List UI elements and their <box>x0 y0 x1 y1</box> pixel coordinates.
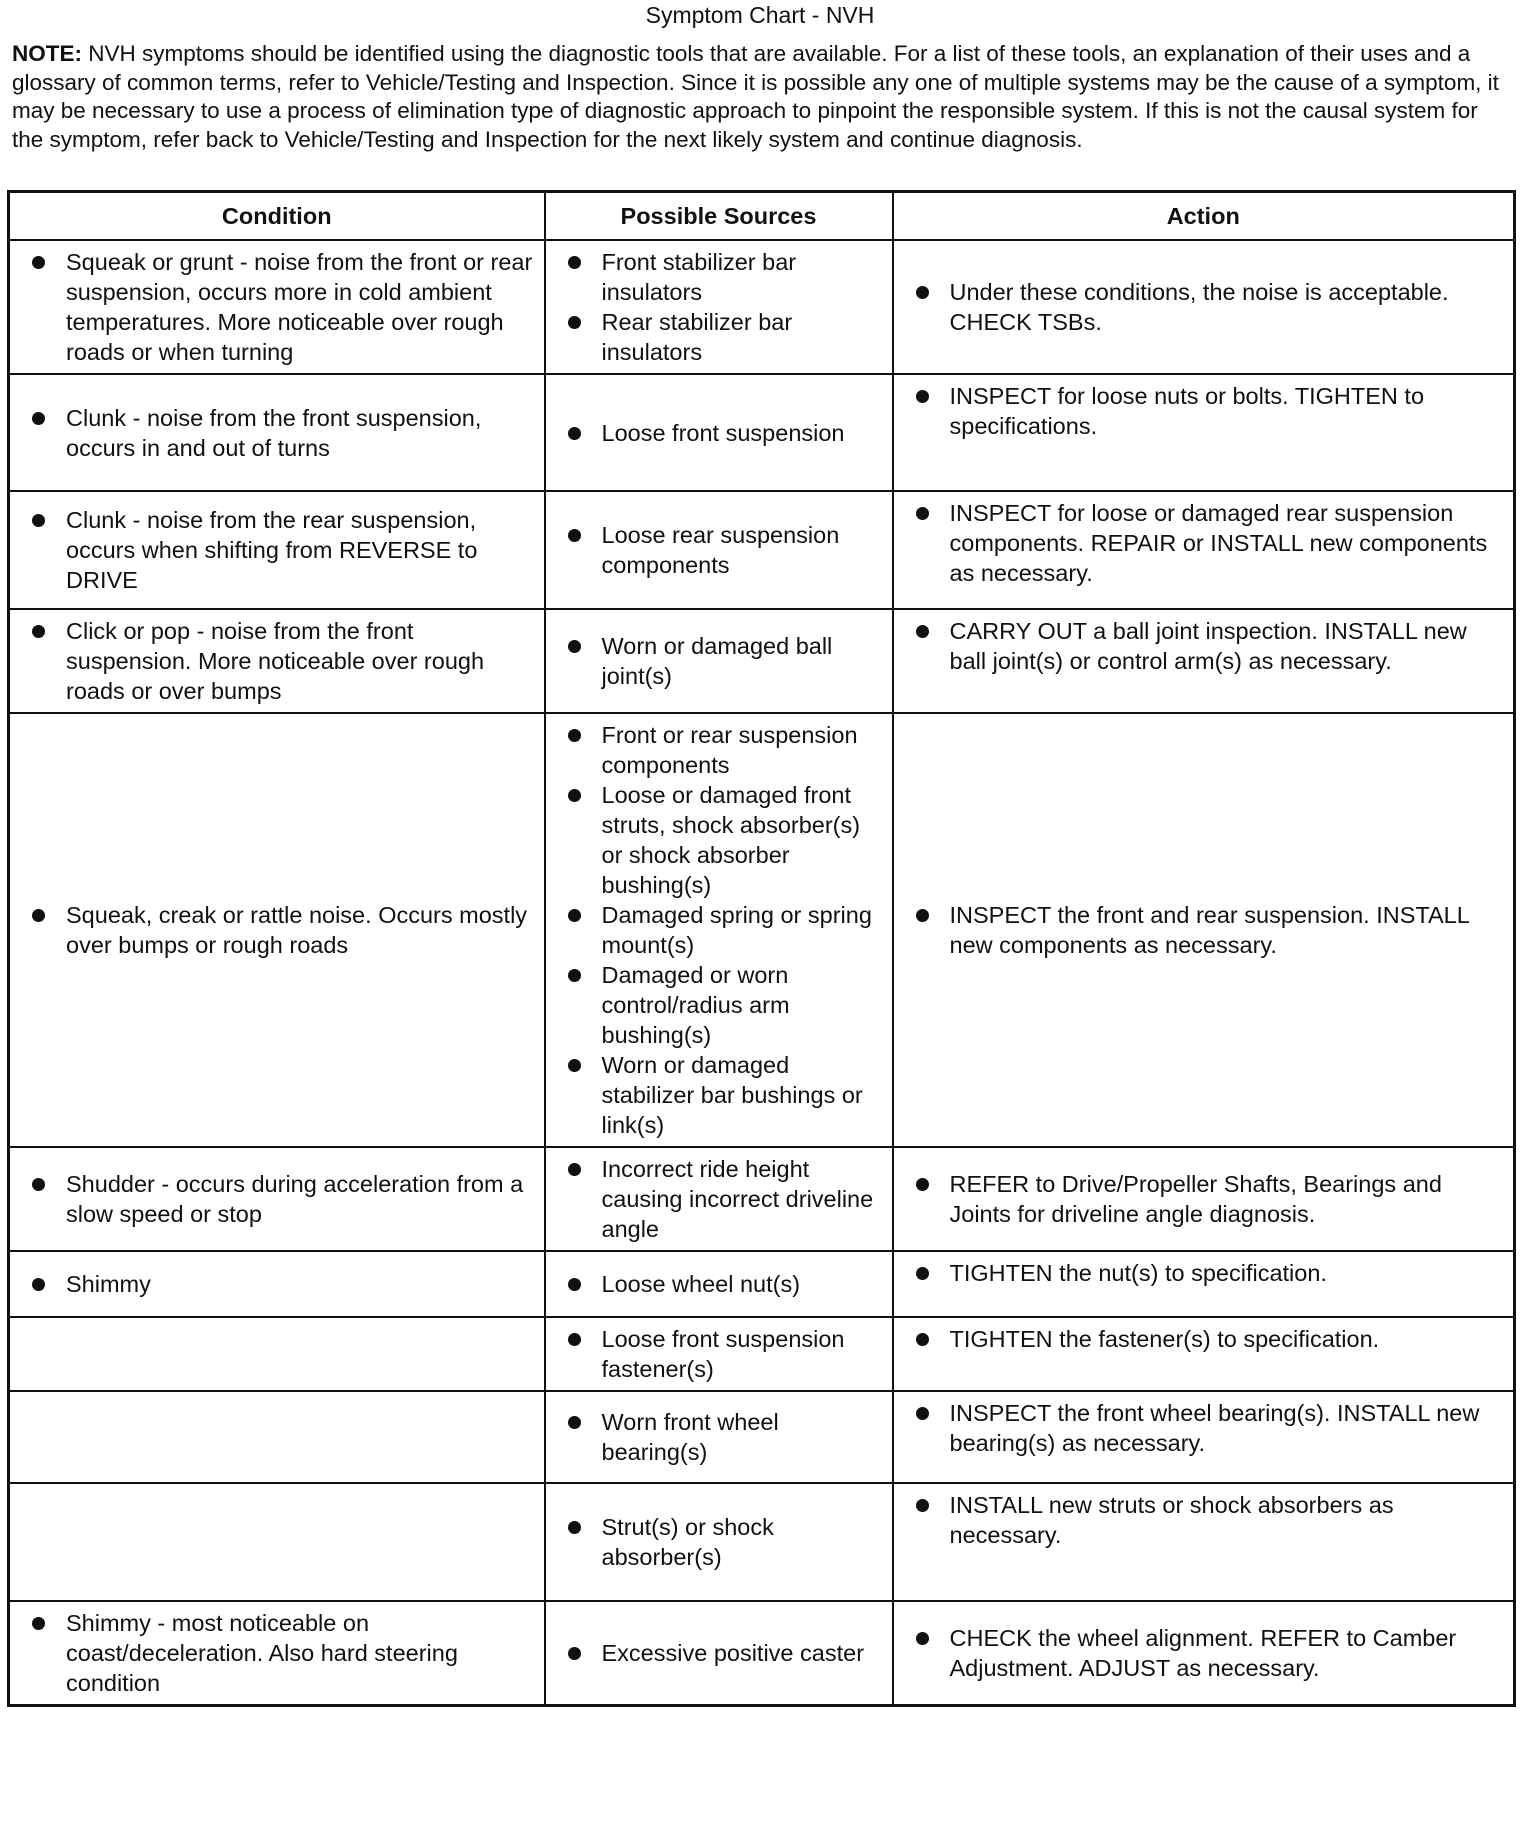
cell-text: Loose front suspension <box>601 419 845 446</box>
bullet-icon <box>916 1499 929 1512</box>
condition-cell <box>9 1483 545 1601</box>
source-item <box>546 631 884 691</box>
possible-sources-cell <box>545 1251 893 1317</box>
source-item <box>546 1324 884 1384</box>
bullet-icon <box>916 507 929 520</box>
bullet-icon <box>916 1178 929 1191</box>
table-row <box>9 1251 1515 1317</box>
cell-text: Damaged spring or spring mount(s) <box>601 902 872 958</box>
action-cell <box>893 1251 1515 1317</box>
source-item <box>546 1638 884 1668</box>
source-item <box>546 1154 884 1244</box>
bullet-list <box>894 1623 1506 1683</box>
cell-text: Front or rear suspension components <box>601 722 858 778</box>
cell-text: Squeak or grunt - noise from the front or rear suspension, occurs more in cold ambient temperatures. More noticeable over rough roads or when turning <box>66 249 533 365</box>
cell-text: Rear stabilizer bar insulators <box>601 309 793 365</box>
cell-text: Under these conditions, the noise is acceptable. CHECK TSBs. <box>949 279 1449 335</box>
bullet-list <box>894 498 1506 588</box>
bullet-list <box>546 247 884 367</box>
bullet-list <box>546 720 884 1140</box>
condition-item <box>10 505 536 595</box>
cell-text: Damaged or worn control/radius arm bushing(s) <box>601 962 790 1048</box>
bullet-icon <box>568 1163 581 1176</box>
bullet-list <box>546 1407 884 1467</box>
bullet-list <box>894 900 1506 960</box>
possible-sources-cell <box>545 609 893 713</box>
bullet-icon <box>32 625 45 638</box>
source-item <box>546 520 884 580</box>
bullet-icon <box>568 1521 581 1534</box>
condition-item <box>10 616 536 706</box>
bullet-icon <box>32 514 45 527</box>
condition-cell <box>9 240 545 374</box>
action-cell <box>893 491 1515 609</box>
bullet-icon <box>568 909 581 922</box>
possible-sources-cell <box>545 491 893 609</box>
note-text: NVH symptoms should be identified using the diagnostic tools that are available. For a list of these tools, an explanation of their uses and a glossary of common terms, refer to Vehicle/Testing and Inspection. Since it is possible any one of multiple systems may be the cause of a symptom, it may be necessary to use a process of elimination type of diagnostic approach to pinpoint the responsible system. If this is not the causal system for the symptom, refer back to Vehicle/Testing and Inspection for the next likely system and continue diagnosis. <box>12 41 1499 152</box>
action-item <box>894 1324 1506 1354</box>
cell-text: TIGHTEN the fastener(s) to specification. <box>949 1326 1380 1352</box>
table-row <box>9 1483 1515 1601</box>
action-item <box>894 1490 1506 1550</box>
bullet-icon <box>32 1178 45 1191</box>
cell-text: INSPECT the front and rear suspension. INSTALL new components as necessary. <box>949 902 1469 958</box>
bullet-icon <box>568 1416 581 1429</box>
note-label: NOTE: <box>12 41 82 66</box>
cell-text: Front stabilizer bar insulators <box>601 249 797 305</box>
bullet-icon <box>916 909 929 922</box>
action-item <box>894 1169 1506 1229</box>
bullet-icon <box>32 1617 45 1630</box>
possible-sources-cell <box>545 713 893 1147</box>
action-cell <box>893 1147 1515 1251</box>
cell-text: INSPECT the front wheel bearing(s). INSTALL new bearing(s) as necessary. <box>949 1400 1480 1456</box>
action-cell <box>893 1317 1515 1391</box>
bullet-icon <box>916 1632 929 1645</box>
bullet-icon <box>916 286 929 299</box>
table-row <box>9 1601 1515 1706</box>
bullet-icon <box>568 427 581 440</box>
bullet-icon <box>568 316 581 329</box>
cell-text: REFER to Drive/Propeller Shafts, Bearings and Joints for driveline angle diagnosis. <box>949 1171 1442 1227</box>
action-cell <box>893 713 1515 1147</box>
source-item <box>546 1269 884 1299</box>
bullet-icon <box>916 390 929 403</box>
action-cell <box>893 609 1515 713</box>
source-item <box>546 418 884 448</box>
source-item <box>546 307 884 367</box>
action-item <box>894 1398 1506 1458</box>
cell-text: CHECK the wheel alignment. REFER to Camber Adjustment. ADJUST as necessary. <box>949 1625 1457 1681</box>
action-item <box>894 900 1506 960</box>
bullet-list <box>894 1324 1506 1354</box>
table-header-row <box>9 192 1515 241</box>
table-row <box>9 1147 1515 1251</box>
table-row <box>9 609 1515 713</box>
condition-cell <box>9 374 545 491</box>
cell-text: INSPECT for loose nuts or bolts. TIGHTEN to specifications. <box>949 383 1425 439</box>
possible-sources-cell <box>545 374 893 491</box>
possible-sources-cell <box>545 1317 893 1391</box>
condition-item <box>10 1608 536 1698</box>
bullet-list <box>546 1324 884 1384</box>
condition-item <box>10 900 536 960</box>
condition-item <box>10 403 536 463</box>
possible-sources-cell <box>545 1391 893 1483</box>
bullet-icon <box>916 1267 929 1280</box>
action-cell <box>893 1391 1515 1483</box>
table-body <box>9 240 1515 1706</box>
condition-cell <box>9 1317 545 1391</box>
bullet-icon <box>32 412 45 425</box>
table-row <box>9 491 1515 609</box>
bullet-icon <box>916 1407 929 1420</box>
source-item <box>546 1050 884 1140</box>
bullet-icon <box>32 1278 45 1291</box>
condition-item <box>10 1169 536 1229</box>
cell-text: Incorrect ride height causing incorrect driveline angle <box>601 1156 874 1242</box>
bullet-list <box>546 1512 884 1572</box>
action-item <box>894 616 1506 676</box>
condition-cell <box>9 713 545 1147</box>
action-item <box>894 277 1506 337</box>
bullet-list <box>894 1490 1506 1550</box>
bullet-list <box>10 900 536 960</box>
bullet-icon <box>32 256 45 269</box>
cell-text: TIGHTEN the nut(s) to specification. <box>949 1260 1327 1286</box>
bullet-list <box>894 381 1506 441</box>
cell-text: Clunk - noise from the rear suspension, occurs when shifting from REVERSE to DRIVE <box>66 507 478 593</box>
action-cell <box>893 240 1515 374</box>
bullet-list <box>894 1398 1506 1458</box>
cell-text: Click or pop - noise from the front suspension. More noticeable over rough roads or over bumps <box>66 618 485 704</box>
cell-text: Strut(s) or shock absorber(s) <box>601 1514 774 1570</box>
action-cell <box>893 1601 1515 1706</box>
action-item <box>894 381 1506 441</box>
cell-text: Shimmy - most noticeable on coast/deceleration. Also hard steering condition <box>66 1610 458 1696</box>
note-paragraph <box>12 40 1508 190</box>
possible-sources-cell <box>545 240 893 374</box>
bullet-list <box>546 1269 884 1299</box>
condition-item <box>10 247 536 367</box>
cell-text: Excessive positive caster <box>601 1640 865 1666</box>
bullet-icon <box>568 1333 581 1346</box>
possible-sources-cell <box>545 1601 893 1706</box>
header-condition: Condition <box>9 192 545 241</box>
cell-text: Shudder - occurs during acceleration from a slow speed or stop <box>66 1171 524 1227</box>
condition-cell <box>9 491 545 609</box>
source-item <box>546 900 884 960</box>
condition-cell <box>9 1391 545 1483</box>
possible-sources-cell <box>545 1483 893 1601</box>
cell-text: INSTALL new struts or shock absorbers as necessary. <box>949 1492 1394 1548</box>
cell-text: Shimmy <box>66 1271 151 1297</box>
bullet-list <box>10 403 536 463</box>
source-item <box>546 960 884 1050</box>
bullet-icon <box>568 529 581 542</box>
table-row <box>9 1391 1515 1483</box>
action-item <box>894 1623 1506 1683</box>
cell-text: Worn front wheel bearing(s) <box>601 1409 779 1465</box>
bullet-icon <box>32 909 45 922</box>
bullet-list <box>894 1169 1506 1229</box>
possible-sources-cell <box>545 1147 893 1251</box>
bullet-list <box>546 418 884 448</box>
header-action: Action <box>893 192 1515 241</box>
bullet-icon <box>916 1333 929 1346</box>
bullet-icon <box>568 1278 581 1291</box>
bullet-list <box>10 247 536 367</box>
condition-cell <box>9 1147 545 1251</box>
bullet-list <box>894 616 1506 676</box>
table-row <box>9 240 1515 374</box>
bullet-list <box>10 1169 536 1229</box>
bullet-list <box>894 1258 1506 1288</box>
bullet-icon <box>568 969 581 982</box>
action-cell <box>893 1483 1515 1601</box>
bullet-list <box>894 277 1506 337</box>
bullet-list <box>10 616 536 706</box>
action-item <box>894 1258 1506 1288</box>
page-title: Symptom Chart - NVH <box>645 2 875 28</box>
bullet-list <box>10 1608 536 1698</box>
cell-text: Loose front suspension fastener(s) <box>601 1326 845 1382</box>
bullet-list <box>10 1269 536 1299</box>
bullet-icon <box>916 625 929 638</box>
bullet-icon <box>568 789 581 802</box>
action-cell <box>893 374 1515 491</box>
bullet-list <box>10 505 536 595</box>
bullet-icon <box>568 1059 581 1072</box>
bullet-list <box>546 1638 884 1668</box>
cell-text: Worn or damaged stabilizer bar bushings or link(s) <box>601 1052 863 1138</box>
table-row <box>9 1317 1515 1391</box>
source-item <box>546 1407 884 1467</box>
source-item <box>546 1512 884 1572</box>
condition-cell <box>9 1251 545 1317</box>
bullet-icon <box>568 640 581 653</box>
symptom-table <box>7 190 1516 1707</box>
header-possible-sources: Possible Sources <box>545 192 893 241</box>
table-row <box>9 713 1515 1147</box>
cell-text: CARRY OUT a ball joint inspection. INSTALL new ball joint(s) or control arm(s) as necessary. <box>949 618 1467 674</box>
condition-cell <box>9 609 545 713</box>
bullet-icon <box>568 729 581 742</box>
cell-text: Clunk - noise from the front suspension, occurs in and out of turns <box>66 404 482 461</box>
cell-text: INSPECT for loose or damaged rear suspension components. REPAIR or INSTALL new components as necessary. <box>949 500 1488 586</box>
source-item <box>546 247 884 307</box>
cell-text: Worn or damaged ball joint(s) <box>601 633 833 689</box>
condition-item <box>10 1269 536 1299</box>
table-row <box>9 374 1515 491</box>
bullet-list <box>546 631 884 691</box>
cell-text: Loose or damaged front struts, shock absorber(s) or shock absorber bushing(s) <box>601 782 861 898</box>
bullet-list <box>546 1154 884 1244</box>
cell-text: Loose rear suspension components <box>601 522 840 578</box>
condition-cell <box>9 1601 545 1706</box>
source-item <box>546 720 884 780</box>
bullet-icon <box>568 1647 581 1660</box>
cell-text: Loose wheel nut(s) <box>601 1271 801 1297</box>
source-item <box>546 780 884 900</box>
action-item <box>894 498 1506 588</box>
bullet-list <box>546 520 884 580</box>
bullet-icon <box>568 256 581 269</box>
cell-text: Squeak, creak or rattle noise. Occurs mostly over bumps or rough roads <box>66 902 528 958</box>
